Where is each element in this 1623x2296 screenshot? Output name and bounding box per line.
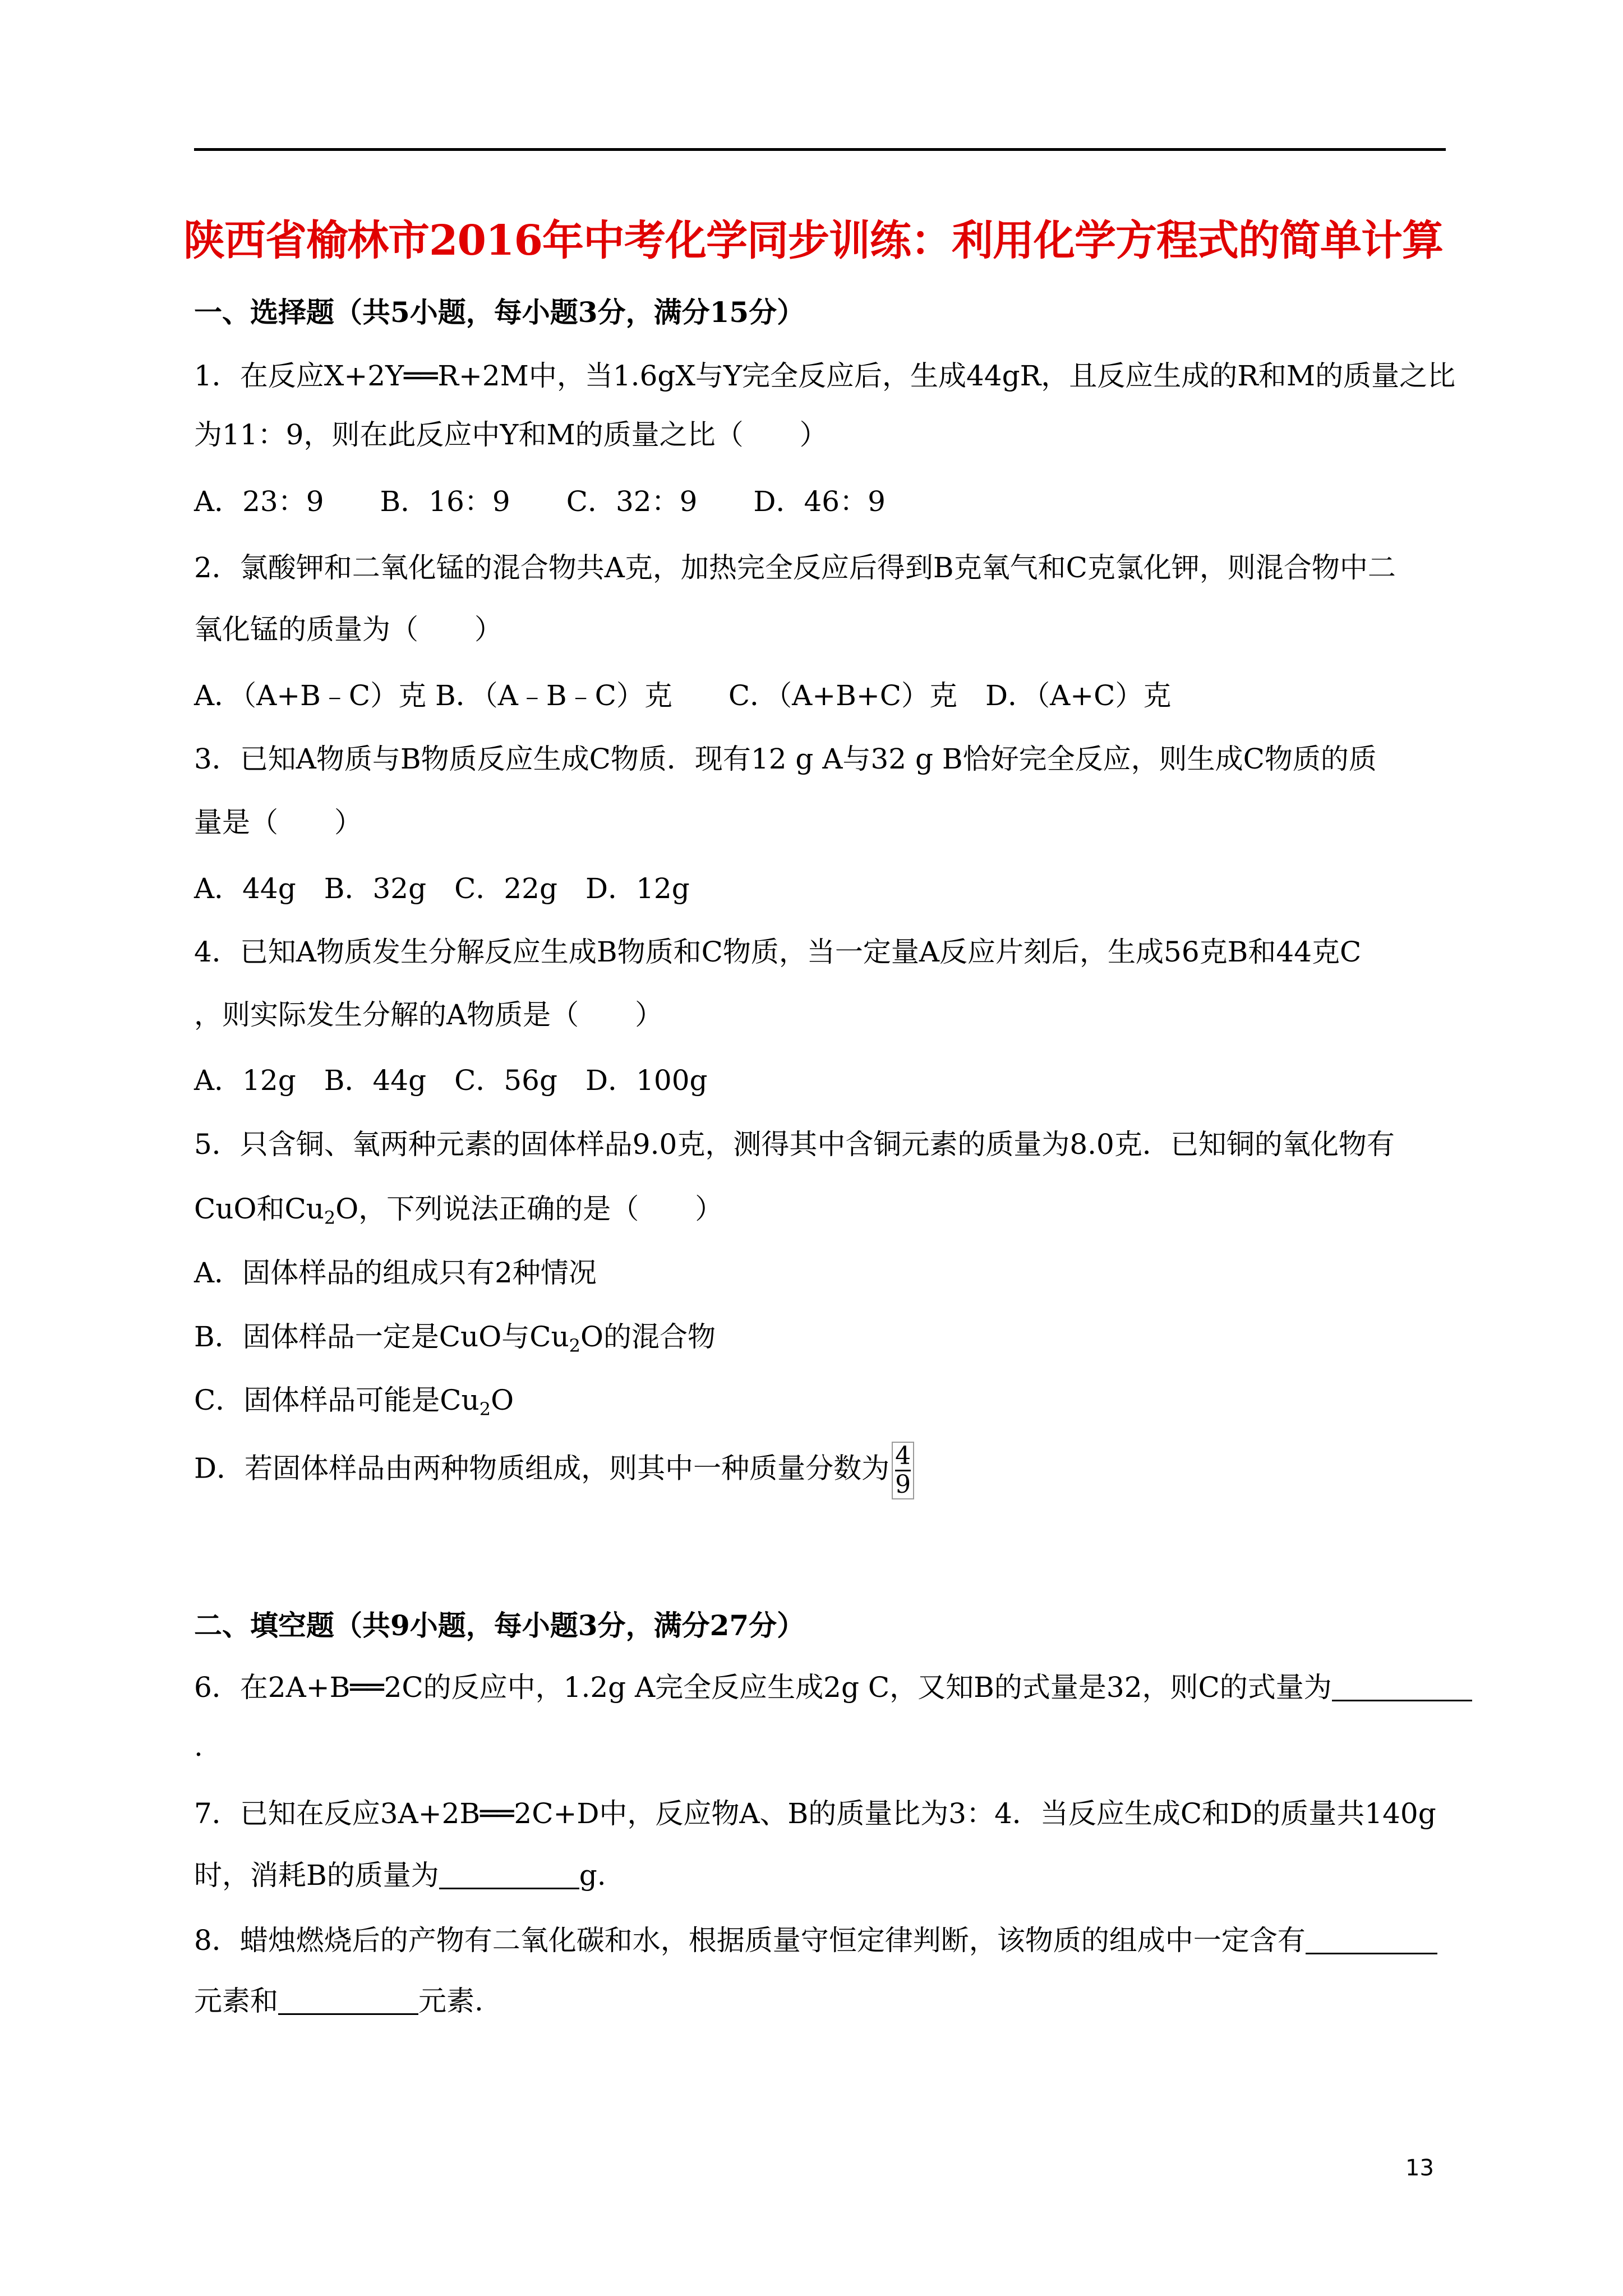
- q8-text-b: 元素.: [418, 1985, 483, 2017]
- q8-text-a: 元素和: [194, 1985, 278, 2017]
- q5-option-c-text-a: C．固体样品可能是Cu: [194, 1384, 479, 1416]
- answer-blank[interactable]: [278, 1987, 418, 2015]
- q3-line1: 3．已知A物质与B物质反应生成C物质．现有12 g A与32 g B恰好完全反应，则生成C物质的质: [194, 743, 1377, 775]
- q6-line2: .: [194, 1730, 203, 1763]
- q7-line1: 7．已知在反应3A+2B══2C+D中，反应物A、B的质量比为3：4．当反应生成C和D的质量共140g: [194, 1797, 1436, 1830]
- q5-option-b-text-a: B．固体样品一定是CuO与Cu: [194, 1320, 569, 1353]
- q6-line1: [194, 1671, 1472, 1704]
- q6-text: 6．在2A+B══2C的反应中，1.2g A完全反应生成2g C，又知B的式量是32，则C的式量为: [194, 1671, 1332, 1704]
- q5-line2-text-a: CuO和Cu: [194, 1193, 324, 1225]
- section-heading-choice: 一、选择题（共5小题，每小题3分，满分15分）: [194, 296, 805, 329]
- q5-option-d-text: D．若固体样品由两种物质组成，则其中一种质量分数为: [194, 1452, 890, 1485]
- q2-line1: 2．氯酸钾和二氧化锰的混合物共A克，加热完全反应后得到B克氧气和C克氯化钾，则混合物中二: [194, 551, 1396, 584]
- fraction-image: [892, 1442, 914, 1499]
- q5-option-c-text-b: O: [491, 1384, 514, 1416]
- q3-options: A．44g B．32g C．22g D．12g: [194, 872, 690, 905]
- q8-line2: [194, 1984, 483, 2018]
- q7-line2: [194, 1858, 606, 1892]
- subscript: 2: [569, 1335, 581, 1356]
- q4-line1: 4．已知A物质发生分解反应生成B物质和C物质，当一定量A反应片刻后，生成56克B和44克C: [194, 936, 1362, 968]
- section-heading-fill: 二、填空题（共9小题，每小题3分，满分27分）: [194, 1609, 805, 1642]
- subscript: 2: [479, 1398, 491, 1420]
- q2-line2: 氧化锰的质量为（ ）: [194, 613, 502, 646]
- q5-option-c: [194, 1383, 514, 1426]
- q1-line1: 1．在反应X+2Y══R+2M中，当1.6gX与Y完全反应后，生成44gR，且反应生成的R和M的质量之比: [194, 360, 1456, 392]
- answer-blank[interactable]: [1332, 1674, 1472, 1701]
- q5-option-a: A．固体样品的组成只有2种情况: [194, 1257, 597, 1289]
- q5-option-b-text-b: O的混合物: [580, 1320, 716, 1353]
- q4-line2: ，则实际发生分解的A物质是（ ）: [194, 999, 663, 1031]
- q5-option-d: [194, 1442, 914, 1499]
- q5-line2: [194, 1192, 723, 1235]
- q5-line2-text-b: O，下列说法正确的是（ ）: [335, 1193, 723, 1225]
- page-number: 13: [1405, 2155, 1434, 2181]
- q5-option-b: [194, 1320, 716, 1363]
- q8-line1: [194, 1924, 1437, 1957]
- subscript: 2: [324, 1207, 336, 1228]
- q5-line1: 5．只含铜、氧两种元素的固体样品9.0克，测得其中含铜元素的质量为8.0克．已知铜的氧化物有: [194, 1128, 1395, 1161]
- q1-options: A．23：9 B．16：9 C．32：9 D．46：9: [194, 485, 886, 518]
- fraction-numerator: 4: [895, 1442, 911, 1470]
- q7-text-b: g.: [579, 1859, 606, 1892]
- q8-text: 8．蜡烛燃烧后的产物有二氧化碳和水，根据质量守恒定律判断，该物质的组成中一定含有: [194, 1924, 1306, 1957]
- q2-options: A．（A+B﹣C）克 B．（A﹣B﹣C）克 C．（A+B+C）克 D．（A+C）克: [194, 679, 1172, 712]
- answer-blank[interactable]: [1306, 1927, 1437, 1954]
- q4-options: A．12g B．44g C．56g D．100g: [194, 1064, 708, 1097]
- fraction-denominator: 9: [895, 1470, 911, 1499]
- answer-blank[interactable]: [439, 1862, 579, 1889]
- header-rule: [194, 148, 1446, 151]
- q1-line2: 为11：9，则在此反应中Y和M的质量之比（ ）: [194, 418, 828, 451]
- q3-line2: 量是（ ）: [194, 806, 362, 839]
- q7-text-a: 时，消耗B的质量为: [194, 1859, 439, 1892]
- page-title: 陕西省榆林市2016年中考化学同步训练：利用化学方程式的简单计算: [183, 217, 1443, 265]
